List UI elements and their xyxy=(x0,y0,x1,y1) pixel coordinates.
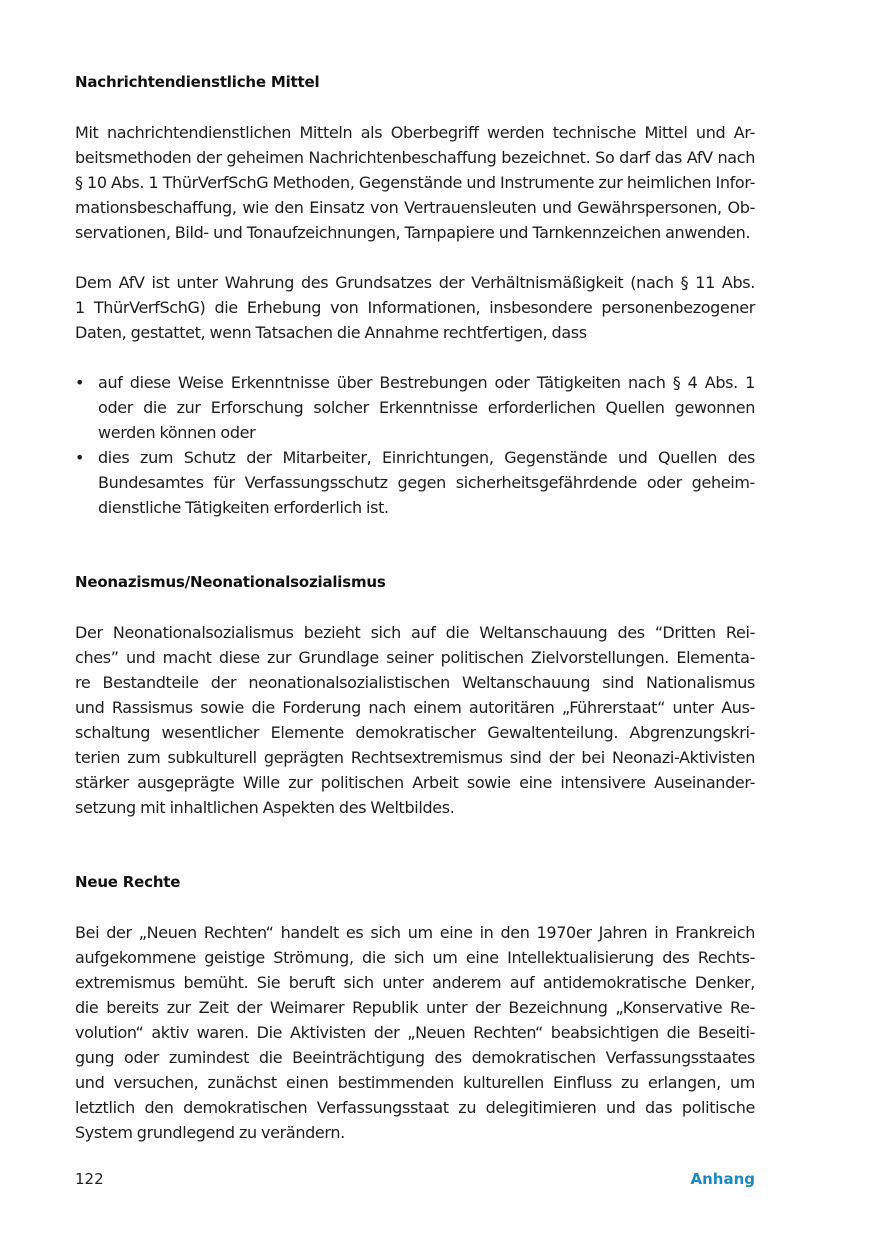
text-line: letztlich den demokratischen Verfassungsstaat zu delegitimieren und das politische xyxy=(75,1098,755,1117)
text-line: beitsmethoden der geheimen Nachrichtenbeschaffung bezeichnet. So darf das AfV nach xyxy=(75,148,755,167)
bullet-list xyxy=(75,370,755,520)
text-line: terien zum subkulturell geprägten Rechtsextremismus sind der bei Neonazi-Aktivisten xyxy=(75,748,755,767)
text-line: Dem AfV ist unter Wahrung des Grundsatzes der Verhältnismäßigkeit (nach § 11 Abs. xyxy=(75,273,755,292)
text-line: Bei der „Neuen Rechten“ handelt es sich um eine in den 1970er Jahren in Frankreich xyxy=(75,923,755,942)
section-heading-neonazismus: Neonazismus/Neonationalsozialismus xyxy=(75,573,386,591)
section-heading-nachrichtendienstliche-mittel: Nachrichtendienstliche Mittel xyxy=(75,73,320,91)
list-item xyxy=(75,370,755,445)
text-line: oder die zur Erforschung solcher Erkenntnisse erforderlichen Quellen gewonnen xyxy=(98,398,755,417)
section-label: Anhang xyxy=(690,1170,755,1188)
text-line: und Rassismus sowie die Forderung nach einem autoritären „Führerstaat“ unter Aus- xyxy=(75,698,755,717)
section-heading-neue-rechte: Neue Rechte xyxy=(75,873,181,891)
text-line: schaltung wesentlicher Elemente demokratischer Gewaltenteilung. Abgrenzungskri- xyxy=(75,723,755,742)
text-line: • auf diese Weise Erkenntnisse über Bestrebungen oder Tätigkeiten nach § 4 Abs. 1 xyxy=(75,370,755,395)
page-number: 122 xyxy=(75,1170,104,1188)
text-line: dienstliche Tätigkeiten erforderlich ist. xyxy=(98,498,389,517)
text-line: Mit nachrichtendienstlichen Mitteln als Oberbegriff werden technische Mittel und Ar- xyxy=(75,123,755,142)
text-line: servationen, Bild- und Tonaufzeichnungen, Tarnpapiere und Tarnkennzeichen anwenden. xyxy=(75,223,751,242)
text-line: § 10 Abs. 1 ThürVerfSchG Methoden, Gegenstände und Instrumente zur heimlichen Infor- xyxy=(75,173,755,192)
text-line: stärker ausgeprägte Wille zur politischen Arbeit sowie eine intensivere Auseinander- xyxy=(75,773,755,792)
text-line: mationsbeschaffung, wie den Einsatz von Vertrauensleuten und Gewährspersonen, Ob- xyxy=(75,198,755,217)
text-line: aufgekommene geistige Strömung, die sich um eine Intellektualisierung des Rechts- xyxy=(75,948,755,967)
paragraph xyxy=(75,120,755,245)
text-line: Der Neonationalsozialismus bezieht sich auf die Weltanschauung des “Dritten Rei- xyxy=(75,623,755,642)
text-line: gung oder zumindest die Beeinträchtigung des demokratischen Verfassungsstaates xyxy=(75,1048,755,1067)
bullet-icon: • xyxy=(75,448,85,467)
bullet-icon: • xyxy=(75,373,85,392)
paragraph xyxy=(75,270,755,345)
text-line: werden können oder xyxy=(98,423,256,442)
paragraph xyxy=(75,920,755,1145)
text-line: die bereits zur Zeit der Weimarer Republik unter der Bezeichnung „Konservative Re- xyxy=(75,998,755,1017)
text-line: Bundesamtes für Verfassungsschutz gegen sicherheitsgefährdende oder geheim- xyxy=(98,473,755,492)
text-line: 1 ThürVerfSchG) die Erhebung von Informationen, insbesondere personenbezogener xyxy=(75,298,755,317)
text-line: volution“ aktiv waren. Die Aktivisten der „Neuen Rechten“ beabsichtigen die Beseiti- xyxy=(75,1023,755,1042)
text-line: re Bestandteile der neonationalsozialistischen Weltanschauung sind Nationalismus xyxy=(75,673,755,692)
text-line: extremismus bemüht. Sie beruft sich unter anderem auf antidemokratische Denker, xyxy=(75,973,755,992)
text-line: setzung mit inhaltlichen Aspekten des Weltbildes. xyxy=(75,798,455,817)
text-line: • dies zum Schutz der Mitarbeiter, Einrichtungen, Gegenstände und Quellen des xyxy=(75,445,755,470)
text-line: und versuchen, zunächst einen bestimmenden kulturellen Einfluss zu erlangen, um xyxy=(75,1073,755,1092)
paragraph xyxy=(75,620,755,820)
text-line: ches” und macht diese zur Grundlage seiner politischen Zielvorstellungen. Elementa- xyxy=(75,648,755,667)
list-item xyxy=(75,445,755,520)
text-line: System grundlegend zu verändern. xyxy=(75,1123,345,1142)
text-line: Daten, gestattet, wenn Tatsachen die Annahme rechtfertigen, dass xyxy=(75,323,587,342)
